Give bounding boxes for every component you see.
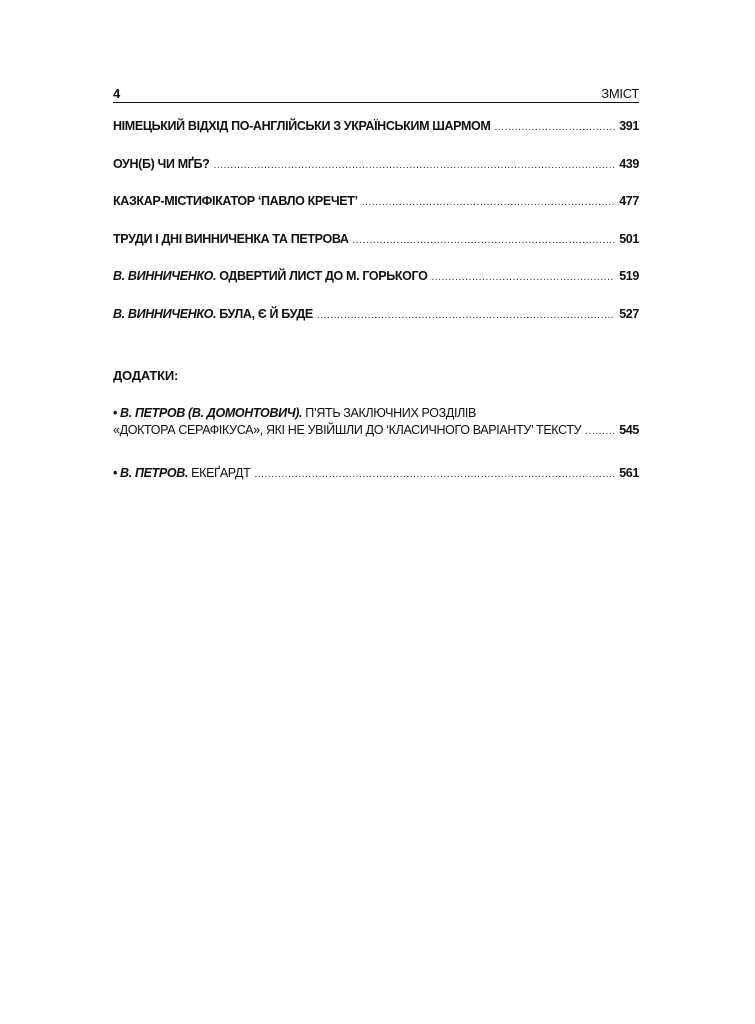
toc-entry-title: ОУН(Б) ЧИ МҐБ? <box>113 156 210 171</box>
section-title: ЗМІСТ <box>601 86 639 101</box>
appendix-entry-author: В. ПЕТРОВ (В. ДОМОНТОВИЧ). <box>120 405 303 420</box>
toc-entry[interactable] <box>113 119 639 135</box>
appendix-entry-author: В. ПЕТРОВ. <box>120 465 189 480</box>
toc-entry-title: НІМЕЦЬКИЙ ВІДХІД ПО-АНГЛІЙСЬКИ З УКРАЇНСЬКИМ ШАРМОМ <box>113 119 491 133</box>
dot-leader <box>254 466 615 483</box>
toc-entry[interactable] <box>113 194 639 210</box>
toc-entry-page: 527 <box>619 306 639 321</box>
toc-entry-title: ОДВЕРТИЙ ЛИСТ ДО М. ГОРЬКОГО <box>216 269 428 283</box>
bullet: • <box>113 405 118 420</box>
running-header <box>113 86 639 103</box>
toc-entry-author: В. ВИННИЧЕНКО. <box>113 269 217 283</box>
toc-entry-page: 501 <box>619 231 639 246</box>
bullet: • <box>113 465 118 480</box>
appendix-entry[interactable] <box>113 405 639 440</box>
dot-leader <box>494 121 615 135</box>
toc-list <box>113 119 639 323</box>
toc-entry-title: КАЗКАР-МІСТИФІКАТОР ‘ПАВЛО КРЕЧЕТ’ <box>113 194 358 208</box>
toc-entry-page: 439 <box>619 156 639 171</box>
appendix-heading: ДОДАТКИ: <box>113 367 179 383</box>
appendix-entry-title-line2: «ДОКТОРА СЕРАФІКУСА», ЯКІ НЕ УВІЙШЛИ ДО ‘КЛАСИЧНОГО ВАРІАНТУ’ ТЕКСТУ <box>113 422 582 437</box>
page <box>113 86 639 508</box>
appendix-entry-title-line1: ЕКЕҐАРДТ <box>188 465 251 480</box>
appendix-entry[interactable] <box>113 465 639 483</box>
toc-entry[interactable] <box>113 269 639 285</box>
toc-entry[interactable] <box>113 307 639 323</box>
appendix-entry-page: 561 <box>619 465 639 480</box>
appendix-entry-title-line1: П’ЯТЬ ЗАКЛЮЧНИХ РОЗДІЛІВ <box>302 405 477 420</box>
toc-entry-title: ТРУДИ І ДНІ ВИННИЧЕНКА ТА ПЕТРОВА <box>113 231 349 246</box>
toc-entry[interactable] <box>113 232 639 248</box>
toc-entry-page: 519 <box>619 269 639 283</box>
dot-leader <box>585 423 615 440</box>
toc-entry-title: БУЛА, Є Й БУДЕ <box>216 306 313 321</box>
dot-leader <box>213 159 615 173</box>
dot-leader <box>317 309 615 323</box>
dot-leader <box>362 196 615 210</box>
toc-entry-page: 477 <box>619 194 639 208</box>
page-number: 4 <box>113 86 120 101</box>
toc-entry-author: В. ВИННИЧЕНКО. <box>113 306 217 321</box>
appendix-entry-page: 545 <box>619 422 639 437</box>
dot-leader <box>353 234 616 248</box>
toc-entry-page: 391 <box>619 119 639 133</box>
toc-entry[interactable] <box>113 157 639 173</box>
dot-leader <box>431 271 615 285</box>
